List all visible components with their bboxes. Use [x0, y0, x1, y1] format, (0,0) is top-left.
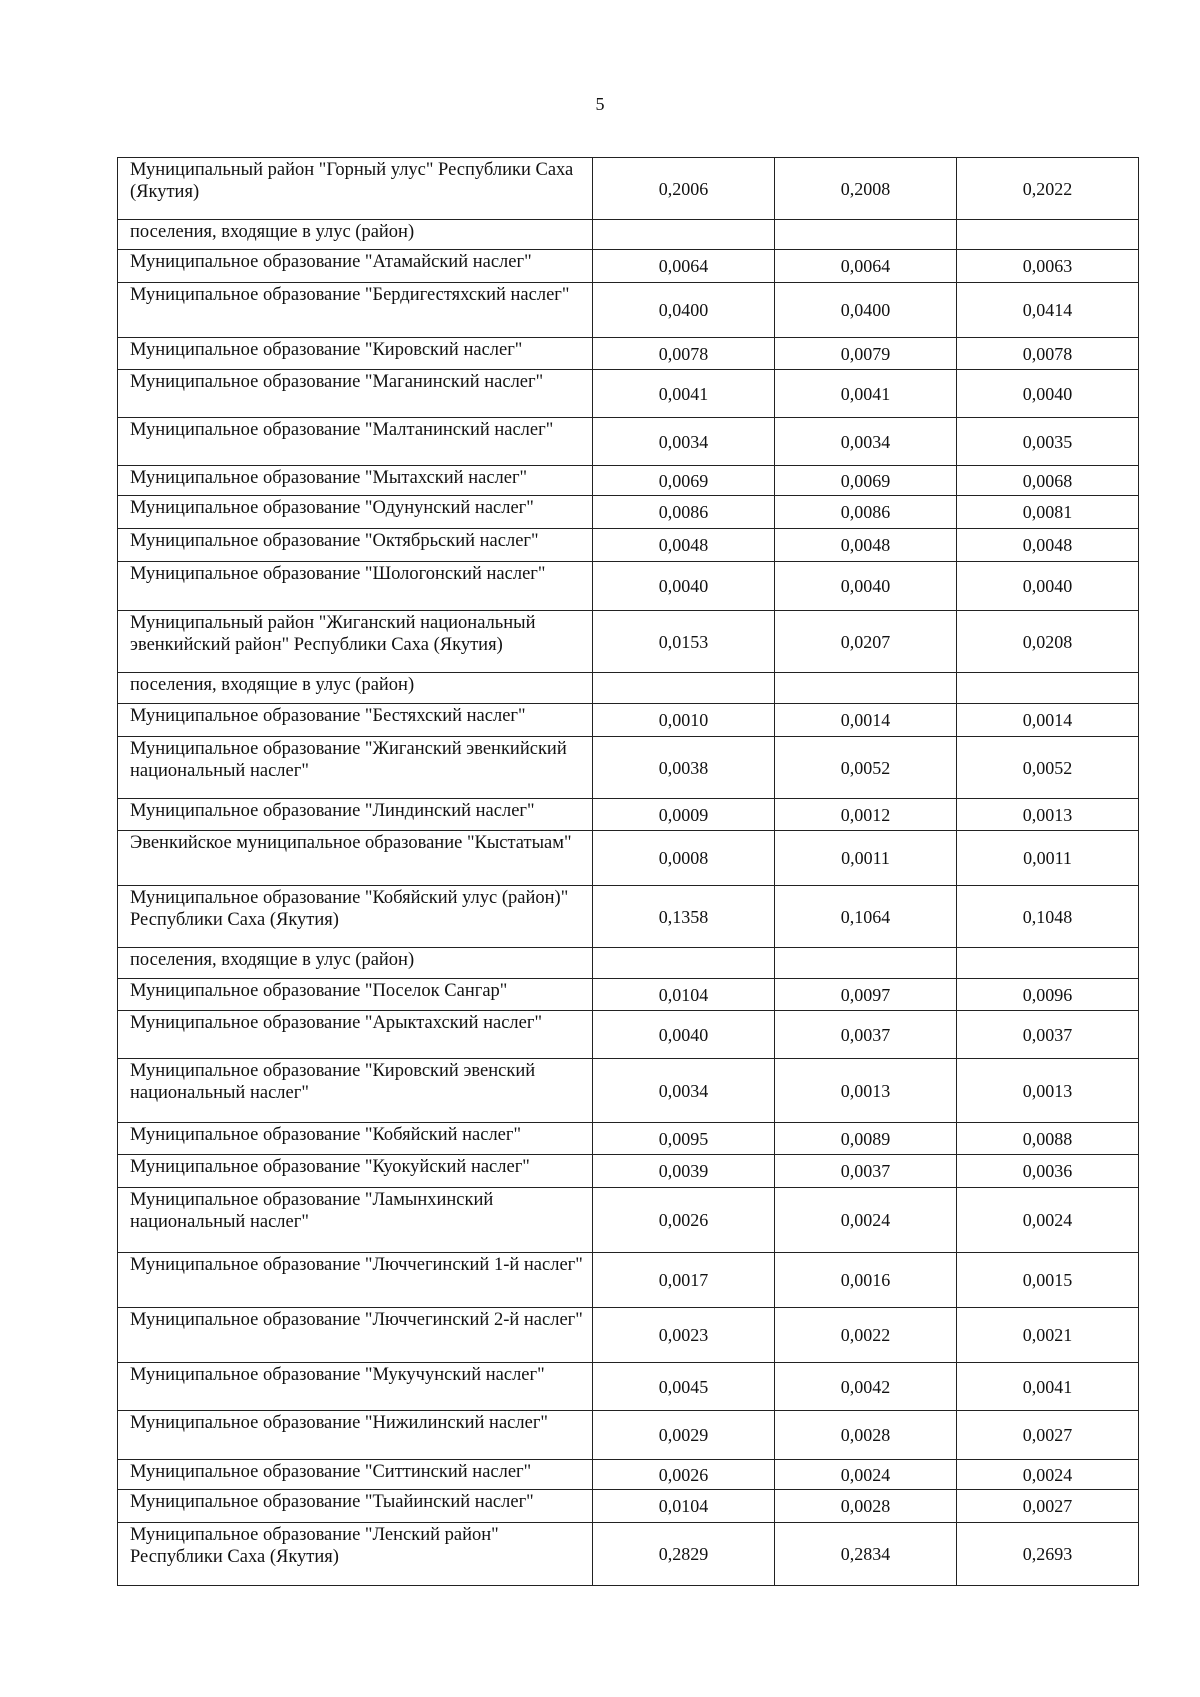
municipality-name-cell: Муниципальное образование "Люччегинский 1-й наслег" [118, 1253, 593, 1308]
value-cell-3: 0,0048 [957, 529, 1139, 562]
value-cell-1: 0,0104 [593, 979, 775, 1011]
table-row [118, 562, 1139, 611]
value-cell-3: 0,0081 [957, 496, 1139, 529]
table-row [118, 529, 1139, 562]
table-row [118, 283, 1139, 338]
value-cell-1 [593, 220, 775, 250]
table-row [118, 1011, 1139, 1059]
table-row [118, 1460, 1139, 1490]
table-body [118, 158, 1139, 1586]
value-cell-2: 0,0037 [775, 1155, 957, 1188]
value-cell-1: 0,0045 [593, 1363, 775, 1411]
table-row [118, 737, 1139, 799]
municipality-name-cell: Муниципальное образование "Куокуйский наслег" [118, 1155, 593, 1188]
municipality-name-cell: Муниципальный район "Жиганский национальный эвенкийский район" Республики Саха (Якутия) [118, 611, 593, 673]
municipality-name-cell: Муниципальное образование "Бестяхский наслег" [118, 704, 593, 737]
table-row [118, 338, 1139, 370]
value-cell-1: 0,0040 [593, 1011, 775, 1059]
municipality-name-cell: Муниципальное образование "Жиганский эвенкийский национальный наслег" [118, 737, 593, 799]
table-row [118, 1490, 1139, 1523]
value-cell-3: 0,0027 [957, 1411, 1139, 1460]
table-row [118, 1308, 1139, 1363]
value-cell-1: 0,0104 [593, 1490, 775, 1523]
value-cell-2: 0,0022 [775, 1308, 957, 1363]
value-cell-3: 0,2693 [957, 1523, 1139, 1586]
value-cell-1: 0,0048 [593, 529, 775, 562]
value-cell-1 [593, 673, 775, 704]
table-row [118, 704, 1139, 737]
municipality-name-cell: поселения, входящие в улус (район) [118, 220, 593, 250]
value-cell-3: 0,0027 [957, 1490, 1139, 1523]
value-cell-3: 0,0088 [957, 1123, 1139, 1155]
table-row [118, 1523, 1139, 1586]
value-cell-3: 0,0040 [957, 562, 1139, 611]
value-cell-2 [775, 948, 957, 979]
municipality-name-cell: Муниципальное образование "Шологонский наслег" [118, 562, 593, 611]
value-cell-2: 0,0028 [775, 1490, 957, 1523]
value-cell-3: 0,0040 [957, 370, 1139, 418]
table-row [118, 370, 1139, 418]
value-cell-3: 0,0052 [957, 737, 1139, 799]
value-cell-1: 0,0026 [593, 1188, 775, 1253]
value-cell-2: 0,0086 [775, 496, 957, 529]
value-cell-2: 0,1064 [775, 886, 957, 948]
value-cell-2: 0,2008 [775, 158, 957, 220]
value-cell-2 [775, 220, 957, 250]
value-cell-1: 0,0086 [593, 496, 775, 529]
municipality-name-cell: Муниципальное образование "Поселок Сангар" [118, 979, 593, 1011]
value-cell-1: 0,0026 [593, 1460, 775, 1490]
municipality-name-cell: поселения, входящие в улус (район) [118, 673, 593, 704]
municipality-name-cell: Муниципальное образование "Люччегинский 2-й наслег" [118, 1308, 593, 1363]
value-cell-1: 0,0064 [593, 250, 775, 283]
value-cell-3: 0,0013 [957, 799, 1139, 831]
value-cell-1: 0,0008 [593, 831, 775, 886]
value-cell-1: 0,0029 [593, 1411, 775, 1460]
table-row [118, 979, 1139, 1011]
municipality-name-cell: Муниципальное образование "Ленский район" Республики Саха (Якутия) [118, 1523, 593, 1586]
value-cell-2: 0,0048 [775, 529, 957, 562]
value-cell-2: 0,0052 [775, 737, 957, 799]
value-cell-2: 0,0014 [775, 704, 957, 737]
value-cell-3: 0,0208 [957, 611, 1139, 673]
value-cell-3 [957, 673, 1139, 704]
value-cell-2: 0,0041 [775, 370, 957, 418]
value-cell-1: 0,0038 [593, 737, 775, 799]
value-cell-3: 0,0414 [957, 283, 1139, 338]
table-row [118, 886, 1139, 948]
value-cell-1: 0,0078 [593, 338, 775, 370]
value-cell-3: 0,0014 [957, 704, 1139, 737]
value-cell-1 [593, 948, 775, 979]
value-cell-2: 0,0040 [775, 562, 957, 611]
municipality-name-cell: Муниципальное образование "Кировский наслег" [118, 338, 593, 370]
value-cell-3: 0,0037 [957, 1011, 1139, 1059]
municipality-name-cell: Муниципальное образование "Атамайский наслег" [118, 250, 593, 283]
table-row [118, 1253, 1139, 1308]
municipality-name-cell: Муниципальное образование "Арыктахский наслег" [118, 1011, 593, 1059]
table-row [118, 1123, 1139, 1155]
table-row [118, 1059, 1139, 1123]
value-cell-1: 0,0034 [593, 418, 775, 466]
value-cell-3: 0,0024 [957, 1188, 1139, 1253]
value-cell-2: 0,0079 [775, 338, 957, 370]
value-cell-2: 0,2834 [775, 1523, 957, 1586]
value-cell-2: 0,0089 [775, 1123, 957, 1155]
value-cell-2: 0,0037 [775, 1011, 957, 1059]
value-cell-2: 0,0042 [775, 1363, 957, 1411]
table-row [118, 799, 1139, 831]
table-row [118, 250, 1139, 283]
value-cell-2: 0,0011 [775, 831, 957, 886]
value-cell-2: 0,0034 [775, 418, 957, 466]
table-row [118, 418, 1139, 466]
value-cell-2: 0,0064 [775, 250, 957, 283]
table-row [118, 611, 1139, 673]
value-cell-2: 0,0024 [775, 1460, 957, 1490]
value-cell-3: 0,0063 [957, 250, 1139, 283]
municipality-name-cell: Муниципальное образование "Одунунский наслег" [118, 496, 593, 529]
value-cell-2: 0,0097 [775, 979, 957, 1011]
value-cell-1: 0,0069 [593, 466, 775, 496]
municipality-name-cell: Муниципальное образование "Нижилинский наслег" [118, 1411, 593, 1460]
value-cell-3: 0,2022 [957, 158, 1139, 220]
value-cell-3: 0,0035 [957, 418, 1139, 466]
value-cell-2: 0,0012 [775, 799, 957, 831]
value-cell-1: 0,0034 [593, 1059, 775, 1123]
table-row [118, 496, 1139, 529]
municipality-name-cell: Муниципальное образование "Мытахский наслег" [118, 466, 593, 496]
value-cell-1: 0,0017 [593, 1253, 775, 1308]
municipality-name-cell: Муниципальное образование "Малтанинский наслег" [118, 418, 593, 466]
value-cell-1: 0,2006 [593, 158, 775, 220]
value-cell-3: 0,0068 [957, 466, 1139, 496]
coefficients-table [117, 157, 1139, 1586]
value-cell-1: 0,2829 [593, 1523, 775, 1586]
page-number: 5 [595, 94, 605, 114]
municipality-name-cell: поселения, входящие в улус (район) [118, 948, 593, 979]
value-cell-1: 0,0009 [593, 799, 775, 831]
value-cell-2: 0,0028 [775, 1411, 957, 1460]
value-cell-3: 0,0036 [957, 1155, 1139, 1188]
value-cell-2: 0,0024 [775, 1188, 957, 1253]
value-cell-2 [775, 673, 957, 704]
municipality-name-cell: Муниципальное образование "Ламынхинский национальный наслег" [118, 1188, 593, 1253]
value-cell-1: 0,0153 [593, 611, 775, 673]
value-cell-1: 0,0023 [593, 1308, 775, 1363]
value-cell-2: 0,0400 [775, 283, 957, 338]
municipality-name-cell: Муниципальное образование "Ситтинский наслег" [118, 1460, 593, 1490]
table-row [118, 673, 1139, 704]
value-cell-3: 0,0096 [957, 979, 1139, 1011]
table-row [118, 948, 1139, 979]
municipality-name-cell: Муниципальное образование "Октябрьский наслег" [118, 529, 593, 562]
value-cell-3: 0,0021 [957, 1308, 1139, 1363]
municipality-name-cell: Муниципальное образование "Кировский эвенский национальный наслег" [118, 1059, 593, 1123]
municipality-name-cell: Муниципальное образование "Бердигестяхский наслег" [118, 283, 593, 338]
table-row [118, 158, 1139, 220]
municipality-name-cell: Муниципальный район "Горный улус" Республики Саха (Якутия) [118, 158, 593, 220]
table-row [118, 1411, 1139, 1460]
table-row [118, 1363, 1139, 1411]
value-cell-3 [957, 948, 1139, 979]
value-cell-3: 0,0024 [957, 1460, 1139, 1490]
municipality-name-cell: Муниципальное образование "Кобяйский улус (район)" Республики Саха (Якутия) [118, 886, 593, 948]
municipality-name-cell: Муниципальное образование "Мукучунский наслег" [118, 1363, 593, 1411]
municipality-name-cell: Эвенкийское муниципальное образование "Кыстатыам" [118, 831, 593, 886]
value-cell-3 [957, 220, 1139, 250]
table-row [118, 466, 1139, 496]
municipality-name-cell: Муниципальное образование "Маганинский наслег" [118, 370, 593, 418]
value-cell-2: 0,0069 [775, 466, 957, 496]
value-cell-3: 0,0015 [957, 1253, 1139, 1308]
value-cell-1: 0,0041 [593, 370, 775, 418]
value-cell-2: 0,0016 [775, 1253, 957, 1308]
table-row [118, 1188, 1139, 1253]
table-row [118, 1155, 1139, 1188]
value-cell-2: 0,0207 [775, 611, 957, 673]
table-row [118, 220, 1139, 250]
municipality-name-cell: Муниципальное образование "Кобяйский наслег" [118, 1123, 593, 1155]
value-cell-1: 0,0010 [593, 704, 775, 737]
value-cell-1: 0,1358 [593, 886, 775, 948]
value-cell-3: 0,0078 [957, 338, 1139, 370]
value-cell-2: 0,0013 [775, 1059, 957, 1123]
value-cell-3: 0,0011 [957, 831, 1139, 886]
municipality-name-cell: Муниципальное образование "Тыайинский наслег" [118, 1490, 593, 1523]
value-cell-1: 0,0039 [593, 1155, 775, 1188]
value-cell-1: 0,0095 [593, 1123, 775, 1155]
value-cell-3: 0,1048 [957, 886, 1139, 948]
value-cell-1: 0,0400 [593, 283, 775, 338]
municipality-name-cell: Муниципальное образование "Линдинский наслег" [118, 799, 593, 831]
value-cell-3: 0,0013 [957, 1059, 1139, 1123]
table-row [118, 831, 1139, 886]
value-cell-1: 0,0040 [593, 562, 775, 611]
value-cell-3: 0,0041 [957, 1363, 1139, 1411]
